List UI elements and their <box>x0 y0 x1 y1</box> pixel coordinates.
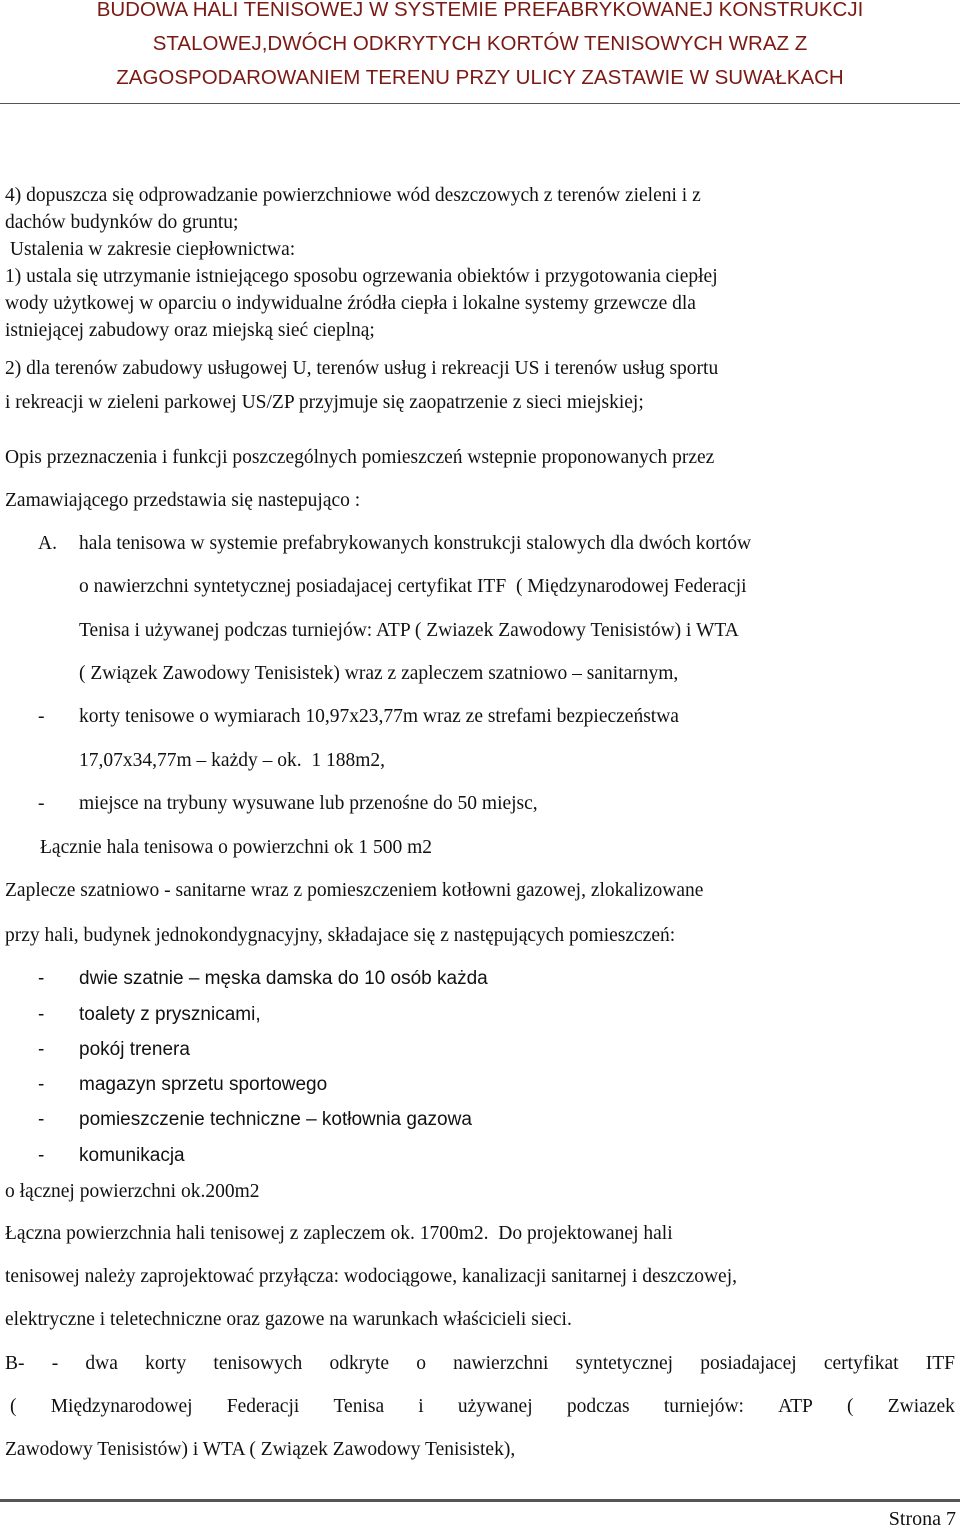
list-dash: - <box>38 793 45 814</box>
word: posiadajacej <box>700 1353 797 1374</box>
item-a-line: ( Związek Zawodowy Tenisistek) wraz z zapleczem szatniowo – sanitarnym, <box>79 663 679 684</box>
word: Federacji <box>226 1396 300 1417</box>
item-a-line: o nawierzchni syntetycznej posiadajacej certyfikat ITF ( Międzynarodowej Federacji <box>79 576 747 597</box>
word: ( <box>847 1396 854 1417</box>
list-dash: - <box>38 1004 45 1025</box>
final-line: elektryczne i teletechniczne oraz gazowe na warunkach właścicieli sieci. <box>5 1309 572 1330</box>
room-item: toalety z prysznicami, <box>79 1004 261 1025</box>
paragraph-line: 2) dla terenów zabudowy usługowej U, terenów usług i rekreacji US i terenów usług sportu <box>5 358 719 379</box>
paragraph-line: istniejącej zabudowy oraz miejską sieć cieplną; <box>5 320 375 341</box>
word: dwa <box>85 1353 118 1374</box>
word: certyfikat <box>823 1353 899 1374</box>
word: tenisowych <box>213 1353 303 1374</box>
list-dash: - <box>38 1109 45 1130</box>
item-a-label: A. <box>38 533 57 554</box>
paragraph-line: 4) dopuszcza się odprowadzanie powierzchniowe wód deszczowych z terenów zieleni i z <box>5 185 701 206</box>
word: odkryte <box>329 1353 390 1374</box>
item-b-line <box>5 1352 955 1376</box>
room-item: magazyn sprzetu sportowego <box>79 1074 328 1095</box>
word: korty <box>145 1353 187 1374</box>
room-item: dwie szatnie – męska damska do 10 osób każda <box>79 968 488 989</box>
list-dash: - <box>38 1074 45 1095</box>
list-dash: - <box>38 968 45 989</box>
list-dash: - <box>38 1039 45 1060</box>
paragraph-line: i rekreacji w zieleni parkowej US/ZP przyjmuje się zaopatrzenie z sieci miejskiej; <box>5 392 644 413</box>
korty-line: 17,07x34,77m – każdy – ok. 1 188m2, <box>79 750 386 771</box>
header-line-3: ZAGOSPODAROWANIEM TERENU PRZY ULICY ZASTAWIE W SUWAŁKACH <box>116 66 844 89</box>
word: ( <box>10 1396 17 1417</box>
paragraph-line: Opis przeznaczenia i funkcji poszczególnych pomieszczeń wstepnie proponowanych przez <box>5 447 715 468</box>
miejsce-line: miejsce na trybuny wysuwane lub przenośne do 50 miejsc, <box>79 793 538 814</box>
korty-line: korty tenisowe o wymiarach 10,97x23,77m wraz ze strefami bezpieczeństwa <box>79 706 679 727</box>
header-line-2: STALOWEJ,DWÓCH ODKRYTYCH KORTÓW TENISOWYCH WRAZ Z <box>152 32 808 55</box>
paragraph-line: wody użytkowej w oparciu o indywidualne źródła ciepła i lokalne systemy grzewcze dla <box>5 293 696 314</box>
word: używanej <box>457 1396 533 1417</box>
word: Tenisa <box>333 1396 385 1417</box>
paragraph-line: Zamawiającego przedstawia się nastepująco : <box>5 490 361 511</box>
room-item: pokój trenera <box>79 1039 190 1060</box>
footer-divider <box>0 1499 960 1502</box>
word: ITF <box>925 1353 955 1374</box>
item-a-line: hala tenisowa w systemie prefabrykowanych konstrukcji stalowych dla dwóch kortów <box>79 533 752 554</box>
item-b-line <box>10 1395 955 1419</box>
final-line: tenisowej należy zaprojektować przyłącza: wodociągowe, kanalizacji sanitarnej i deszczowej, <box>5 1266 737 1287</box>
zaplecze-line: Zaplecze szatniowo - sanitarne wraz z pomieszczeniem kotłowni gazowej, zlokalizowane <box>5 880 704 901</box>
paragraph-line: dachów budynków do gruntu; <box>5 212 239 233</box>
word: podczas <box>566 1396 630 1417</box>
word: syntetycznej <box>575 1353 674 1374</box>
word: ATP <box>778 1396 813 1417</box>
item-b-line: Zawodowy Tenisistów) i WTA ( Związek Zawodowy Tenisistek), <box>5 1439 516 1460</box>
word: Międzynarodowej <box>50 1396 193 1417</box>
paragraph-line: Ustalenia w zakresie ciepłownictwa: <box>5 239 296 260</box>
list-dash: - <box>38 1145 45 1166</box>
header-line-1: BUDOWA HALI TENISOWEJ W SYSTEMIE PREFABRYKOWANEJ KONSTRUKCJI <box>96 0 864 21</box>
word: o <box>416 1353 426 1374</box>
header-divider <box>0 103 960 104</box>
list-dash: - <box>38 706 45 727</box>
zaplecze-line: przy hali, budynek jednokondygnacyjny, składajace się z następujących pomieszczeń: <box>5 925 676 946</box>
word: B- <box>5 1353 25 1374</box>
rooms-total: o łącznej powierzchni ok.200m2 <box>5 1181 260 1202</box>
page-number: Strona 7 <box>888 1508 956 1530</box>
word: Zwiazek <box>887 1396 955 1417</box>
final-line: Łączna powierzchnia hali tenisowej z zapleczem ok. 1700m2. Do projektowanej hali <box>5 1223 673 1244</box>
word: turniejów: <box>663 1396 744 1417</box>
room-item: pomieszczenie techniczne – kotłownia gazowa <box>79 1109 472 1130</box>
room-item: komunikacja <box>79 1145 185 1166</box>
lacznie-line: Łącznie hala tenisowa o powierzchni ok 1 500 m2 <box>40 837 433 858</box>
word: nawierzchni <box>453 1353 549 1374</box>
item-a-line: Tenisa i używanej podczas turniejów: ATP ( Zwiazek Zawodowy Tenisistów) i WTA <box>79 620 739 641</box>
word: - <box>51 1353 59 1374</box>
word: i <box>418 1396 424 1417</box>
paragraph-line: 1) ustala się utrzymanie istniejącego sposobu ogrzewania obiektów i przygotowania ciepłej <box>5 266 718 287</box>
